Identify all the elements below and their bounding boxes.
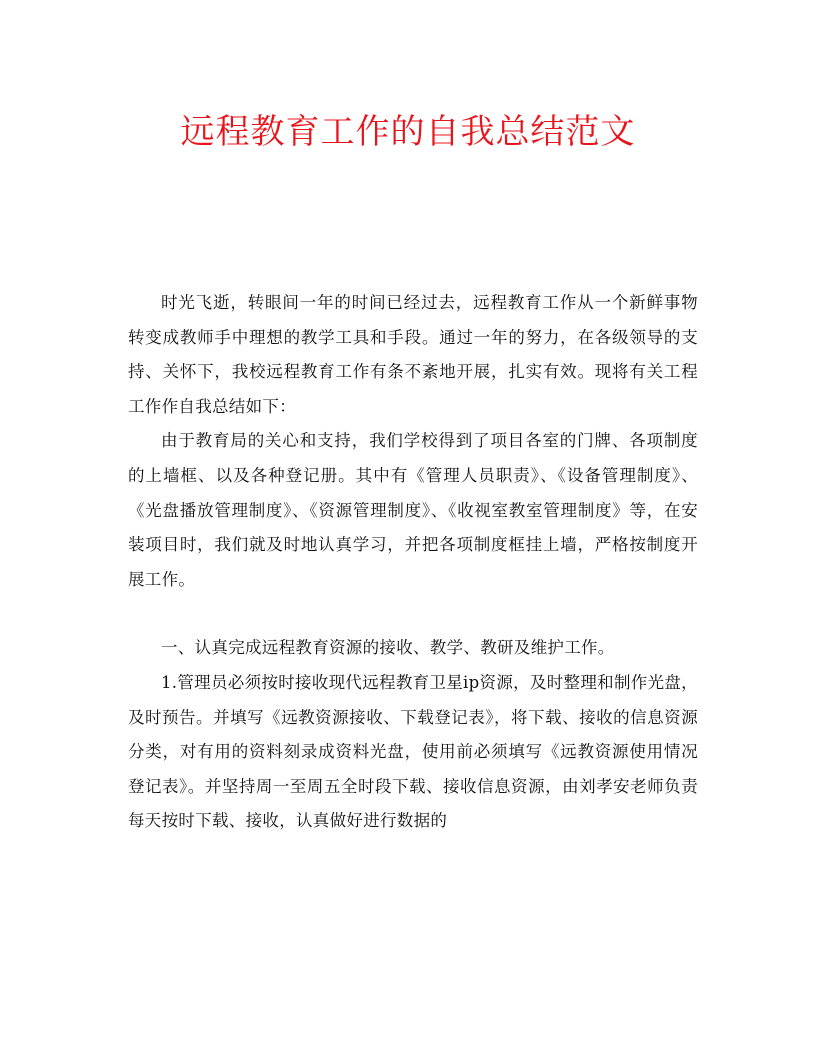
section-heading-1: 一、认真完成远程教育资源的接收、教学、教研及维护工作。 — [161, 638, 615, 658]
paragraph-item-1: 1.管理员必须按时接收现代远程教育卫星ip资源，及时整理和制作光盘，及时预告。并填写《远教资源接收、下载登记表》，将下载、接收的信息资源分类，对有用的资料刻录成资料光盘，使用前必须填写《远教资源使用情况登记表》。并坚持周一至周五全时段下载、接收信息资源，由刘孝安老师负责每天按时下载、接收，认真做好进行数据的 — [128, 672, 698, 831]
paragraph-intro: 时光飞逝，转眼间一年的时间已经过去，远程教育工作从一个新鲜事物转变成教师手中理想的教学工具和手段。通过一年的努力，在各级领导的支持、关怀下，我校远程教育工作有条不紊地开展，扎实有效。现将有关工程工作作自我总结如下： — [128, 293, 698, 416]
paragraph-spacer — [128, 597, 698, 631]
document-body — [128, 286, 698, 839]
document-title: 远程教育工作的自我总结范文 — [180, 112, 636, 152]
paragraph-regulations: 由于教育局的关心和支持，我们学校得到了项目各室的门牌、各项制度的上墙框、以及各种登记册。其中有《管理人员职责》、《设备管理制度》、《光盘播放管理制度》、《资源管理制度》、《收视室教室管理制度》等，在安装项目时，我们就及时地认真学习，并把各项制度框挂上墙，严格按制度开展工作。 — [128, 431, 698, 589]
